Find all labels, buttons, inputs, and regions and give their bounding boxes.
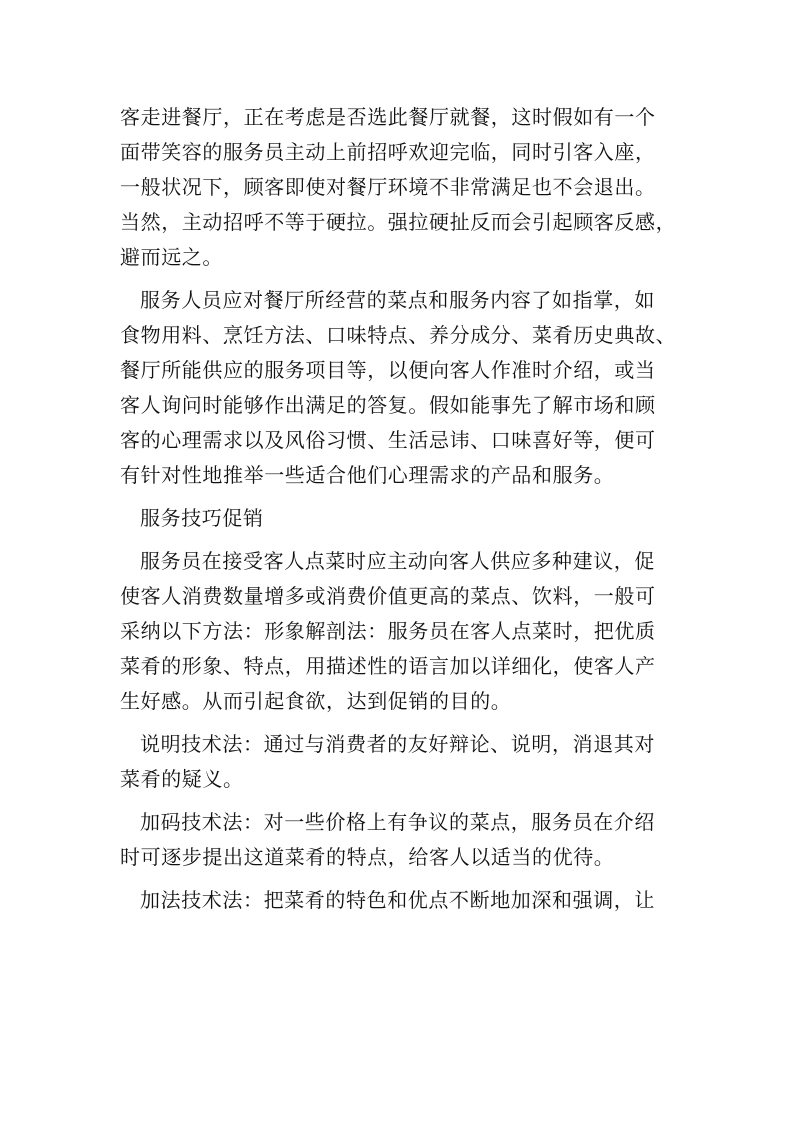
text-line: 服务人员应对餐厅所经营的菜点和服务内容了如指掌，如 bbox=[140, 288, 655, 312]
paragraph-ordering-suggestions bbox=[120, 544, 680, 719]
text-line: 说明技术法：通过与消费者的友好辩论、说明，消退其对 bbox=[140, 732, 655, 756]
paragraph-explanation-method bbox=[120, 727, 680, 797]
text-line: 面带笑容的服务员主动上前招呼欢迎完临，同时引客入座， bbox=[120, 140, 656, 164]
section-heading-service-skills bbox=[120, 501, 680, 536]
paragraph-addition-method bbox=[120, 883, 680, 918]
text-line: 菜肴的形象、特点，用描述性的语言加以详细化，使客人产 bbox=[120, 654, 656, 678]
text-line: 生好感。从而引起食欲，达到促销的目的。 bbox=[120, 689, 512, 713]
text-line: 服务员在接受客人点菜时应主动向客人供应多种建议，促 bbox=[140, 549, 655, 573]
paragraph-menu-knowledge bbox=[120, 283, 680, 493]
text-line: 客走进餐厅，正在考虑是否选此餐厅就餐，这时假如有一个 bbox=[120, 105, 656, 129]
text-line: 食物用料、烹饪方法、口味特点、养分成分、菜肴历史典故、 bbox=[120, 323, 677, 347]
text-line: 使客人消费数量增多或消费价值更高的菜点、饮料，一般可 bbox=[120, 584, 656, 608]
text-line: 客的心理需求以及风俗习惯、生活忌讳、口味喜好等，便可 bbox=[120, 428, 656, 452]
text-line: 一般状况下，顾客即使对餐厅环境不非常满足也不会退出。 bbox=[120, 175, 656, 199]
text-line: 菜肴的疑义。 bbox=[120, 767, 244, 791]
text-line: 加法技术法：把菜肴的特色和优点不断地加深和强调，让 bbox=[140, 888, 655, 912]
text-line: 有针对性地推举一些适合他们心理需求的产品和服务。 bbox=[120, 463, 615, 487]
text-line: 服务技巧促销 bbox=[140, 506, 264, 530]
text-line: 时可逐步提出这道菜肴的特点，给客人以适当的优待。 bbox=[120, 845, 615, 869]
document-body bbox=[120, 100, 680, 926]
text-line: 客人询问时能够作出满足的答复。假如能事先了解市场和顾 bbox=[120, 393, 656, 417]
text-line: 避而远之。 bbox=[120, 245, 223, 269]
text-line: 加码技术法：对一些价格上有争议的菜点，服务员在介绍 bbox=[140, 810, 655, 834]
paragraph-bonus-method bbox=[120, 805, 680, 875]
paragraph-greeting bbox=[120, 100, 680, 275]
text-line: 餐厅所能供应的服务项目等，以便向客人作准时介绍，或当 bbox=[120, 358, 656, 382]
text-line: 当然，主动招呼不等于硬拉。强拉硬扯反而会引起顾客反感， bbox=[120, 210, 677, 234]
text-line: 采纳以下方法：形象解剖法：服务员在客人点菜时，把优质 bbox=[120, 619, 656, 643]
